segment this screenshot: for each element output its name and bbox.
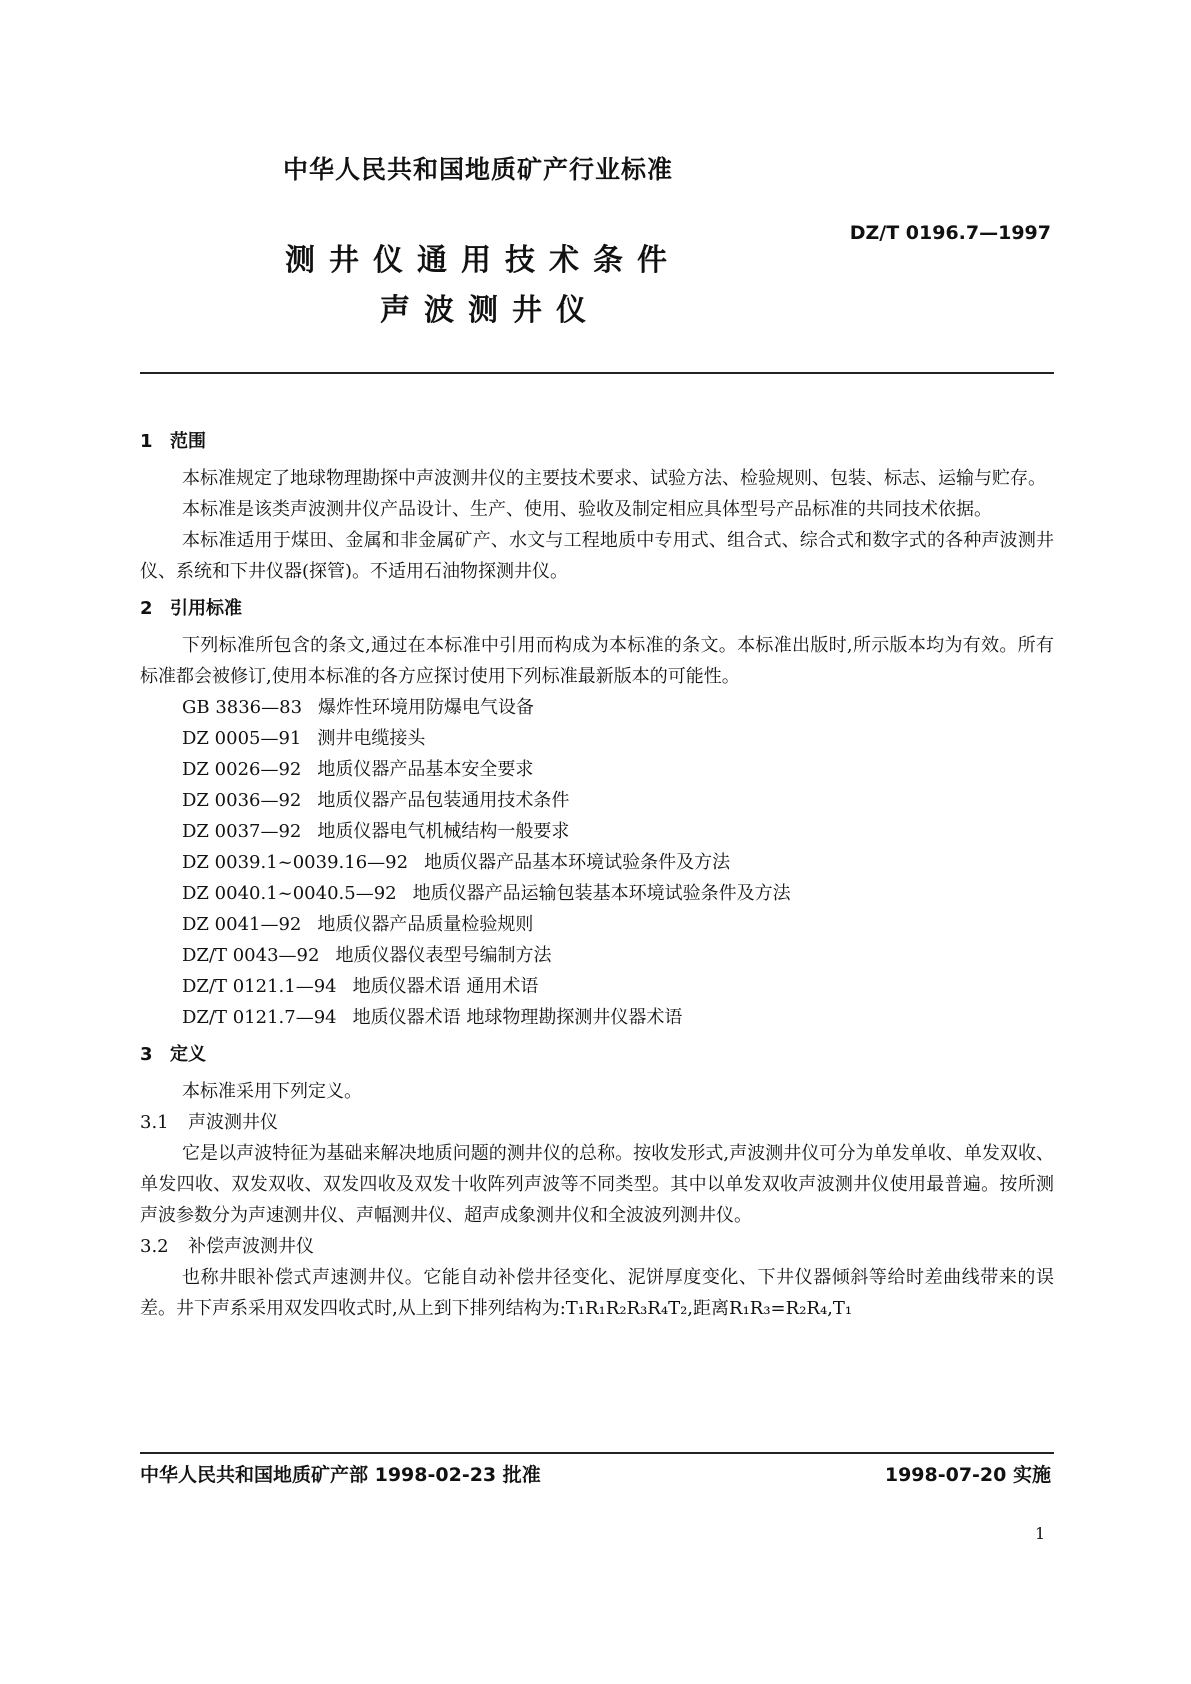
reference-item — [140, 785, 1054, 816]
section-title: 定义 — [170, 1044, 206, 1065]
reference-code: DZ 0026—92 — [182, 759, 302, 780]
section-title: 范围 — [170, 431, 206, 452]
subsection-heading — [140, 1231, 1054, 1262]
paragraph: 本标准是该类声波测井仪产品设计、生产、使用、验收及制定相应具体型号产品标准的共同技术依据。 — [182, 499, 992, 520]
reference-title: 地质仪器产品基本安全要求 — [317, 759, 534, 780]
reference-item — [140, 692, 1054, 723]
paragraph: 本标准规定了地球物理勘探中声波测井仪的主要技术要求、试验方法、检验规则、包装、标志、运输与贮存。 — [182, 468, 1046, 489]
standard-code: DZ/T 0196.7—1997 — [849, 222, 1051, 244]
section-title: 引用标准 — [170, 598, 242, 619]
implementation-date: 1998-07-20 实施 — [884, 1464, 1051, 1486]
reference-item — [140, 754, 1054, 785]
reference-title: 地质仪器产品基本环境试验条件及方法 — [424, 852, 731, 873]
paragraph: 也称井眼补偿式声速测井仪。它能自动补偿井径变化、泥饼厚度变化、下井仪器倾斜等给时差曲线带来的误差。井下声系采用双发四收式时,从上到下排列结构为:T₁R₁R₂R₃R₄T₂,距离R₁R₃=R₂R₄,T₁ — [140, 1267, 1054, 1319]
reference-code: DZ 0036—92 — [182, 790, 302, 811]
reference-item — [140, 909, 1054, 940]
subsection-title: 补偿声波测井仪 — [188, 1236, 314, 1257]
reference-title: 地质仪器产品运输包装基本环境试验条件及方法 — [412, 883, 791, 904]
reference-title: 地质仪器术语 地球物理勘探测井仪器术语 — [352, 1007, 683, 1028]
reference-title: 地质仪器电气机械结构一般要求 — [317, 821, 570, 842]
reference-code: DZ/T 0121.7—94 — [182, 1007, 337, 1028]
reference-title: 地质仪器产品包装通用技术条件 — [317, 790, 570, 811]
document-body — [140, 420, 1054, 1324]
subsection-number: 3.1 — [140, 1112, 169, 1133]
document-title: 测井仪通用技术条件 — [285, 243, 681, 278]
reference-item — [140, 971, 1054, 1002]
paragraph: 本标准采用下列定义。 — [182, 1081, 362, 1102]
paragraph: 它是以声波特征为基础来解决地质问题的测井仪的总称。按收发形式,声波测井仪可分为单发单收、单发双收、单发四收、双发双收、双发四收及双发十收阵列声波等不同类型。其中以单发双收声波测井仪使用最普遍。按所测声波参数分为声速测井仪、声幅测井仪、超声成象测井仪和全波波列测井仪。 — [140, 1143, 1054, 1226]
reference-code: DZ 0040.1~0040.5—92 — [182, 883, 397, 904]
document-subtitle: 声波测井仪 — [380, 293, 600, 328]
subsection-heading — [140, 1107, 1054, 1138]
reference-code: DZ 0039.1~0039.16—92 — [182, 852, 409, 873]
reference-code: GB 3836—83 — [182, 697, 303, 718]
reference-title: 爆炸性环境用防爆电气设备 — [318, 697, 535, 718]
reference-item — [140, 723, 1054, 754]
reference-item — [140, 1002, 1054, 1033]
footer-divider — [140, 1452, 1054, 1454]
reference-code: DZ/T 0043—92 — [182, 945, 320, 966]
issuing-organization: 中华人民共和国地质矿产行业标准 — [283, 155, 674, 184]
reference-title: 地质仪器产品质量检验规则 — [317, 914, 534, 935]
subsection-number: 3.2 — [140, 1236, 169, 1257]
reference-code: DZ 0005—91 — [182, 728, 302, 749]
reference-code: DZ/T 0121.1—94 — [182, 976, 337, 997]
paragraph: 下列标准所包含的条文,通过在本标准中引用而构成为本标准的条文。本标准出版时,所示版本均为有效。所有标准都会被修订,使用本标准的各方应探讨使用下列标准最新版本的可能性。 — [140, 635, 1054, 687]
page-number: 1 — [1035, 1524, 1046, 1543]
header-divider — [140, 372, 1054, 374]
reference-title: 地质仪器仪表型号编制方法 — [335, 945, 552, 966]
reference-code: DZ 0041—92 — [182, 914, 302, 935]
reference-item — [140, 878, 1054, 909]
reference-code: DZ 0037—92 — [182, 821, 302, 842]
reference-title: 测井电缆接头 — [317, 728, 426, 749]
section-number: 3 — [140, 1044, 153, 1065]
reference-item — [140, 847, 1054, 878]
section-number: 1 — [140, 431, 153, 452]
reference-item — [140, 816, 1054, 847]
section-heading-references — [140, 593, 1054, 624]
approval-date: 中华人民共和国地质矿产部 1998-02-23 批准 — [140, 1464, 541, 1486]
reference-item — [140, 940, 1054, 971]
section-heading-definitions — [140, 1039, 1054, 1070]
section-number: 2 — [140, 598, 153, 619]
reference-title: 地质仪器术语 通用术语 — [352, 976, 539, 997]
paragraph: 本标准适用于煤田、金属和非金属矿产、水文与工程地质中专用式、组合式、综合式和数字式的各种声波测井仪、系统和下井仪器(探管)。不适用石油物探测井仪。 — [140, 530, 1054, 582]
reference-list — [140, 692, 1054, 1033]
subsection-title: 声波测井仪 — [188, 1112, 278, 1133]
section-heading-scope — [140, 426, 1054, 457]
